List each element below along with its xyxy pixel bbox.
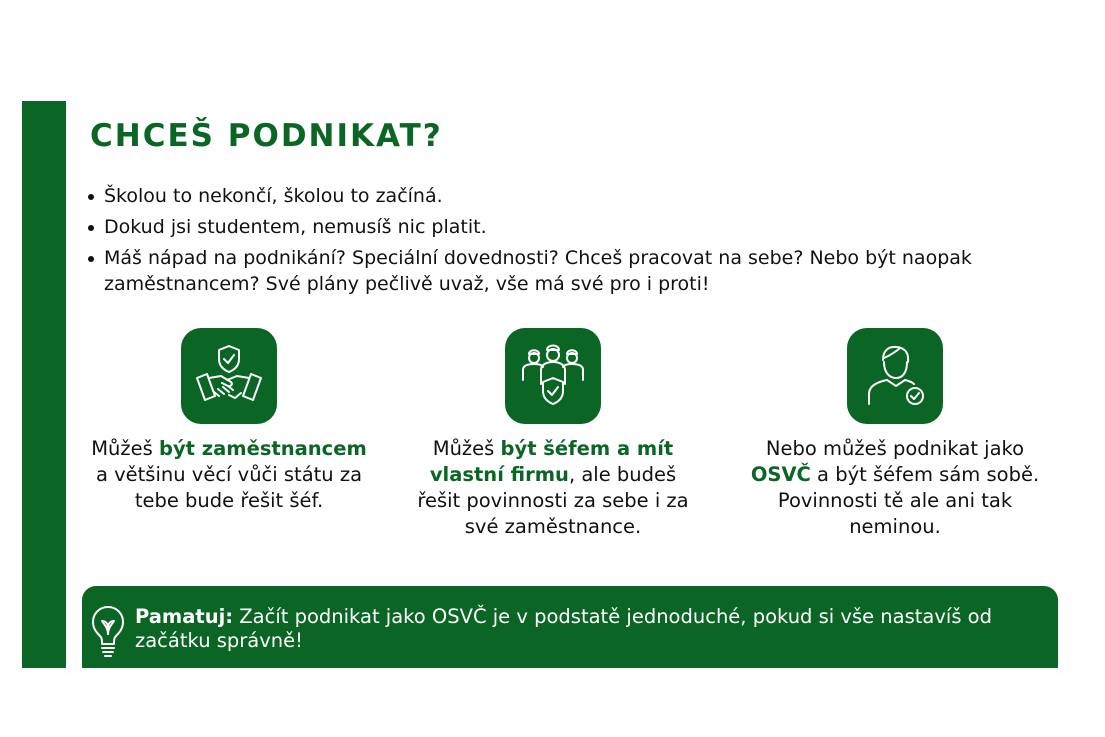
bullet-item: Školou to nekončí, školou to začíná. bbox=[86, 183, 1046, 209]
reminder-banner bbox=[82, 586, 1058, 668]
card-self-employed bbox=[750, 328, 1040, 540]
card-text: Nebo můžeš podnikat jako OSVČ a být šéfem sám sobě. Povinnosti tě ale ani tak neminou. bbox=[750, 437, 1040, 538]
bullet-item: Máš nápad na podnikání? Speciální dovednosti? Chceš pracovat na sebe? Nebo být naopak zaměstnancem? Své plány pečlivě uvaž, vše má své pro i proti! bbox=[86, 245, 1046, 297]
page-title: CHCEŠ PODNIKAT? bbox=[90, 118, 443, 154]
card-own-company bbox=[408, 328, 698, 540]
bullet-list bbox=[86, 183, 1046, 302]
card-employee bbox=[84, 328, 374, 514]
team-shield-icon bbox=[505, 328, 601, 424]
reminder-label: Pamatuj: bbox=[135, 605, 234, 628]
card-highlight: být šéfem a mít vlastní firmu bbox=[429, 437, 674, 486]
card-highlight: být zaměstnancem bbox=[158, 437, 367, 460]
side-accent-bar bbox=[22, 101, 66, 668]
handshake-shield-icon bbox=[181, 328, 277, 424]
card-text: Můžeš být zaměstnancem a většinu věcí vůči státu za tebe bude řešit šéf. bbox=[91, 437, 367, 512]
person-check-icon bbox=[847, 328, 943, 424]
card-text: Můžeš být šéfem a mít vlastní firmu, ale budeš řešit povinnosti za sebe i za své zaměstnance. bbox=[417, 437, 689, 538]
reminder-text: Pamatuj: Začít podnikat jako OSVČ je v podstatě jednoduché, pokud si vše nastavíš od začátku správně! bbox=[135, 605, 992, 652]
bullet-item: Dokud jsi studentem, nemusíš nic platit. bbox=[86, 214, 1046, 240]
card-highlight: OSVČ bbox=[750, 463, 811, 486]
lightbulb-icon bbox=[90, 604, 126, 658]
